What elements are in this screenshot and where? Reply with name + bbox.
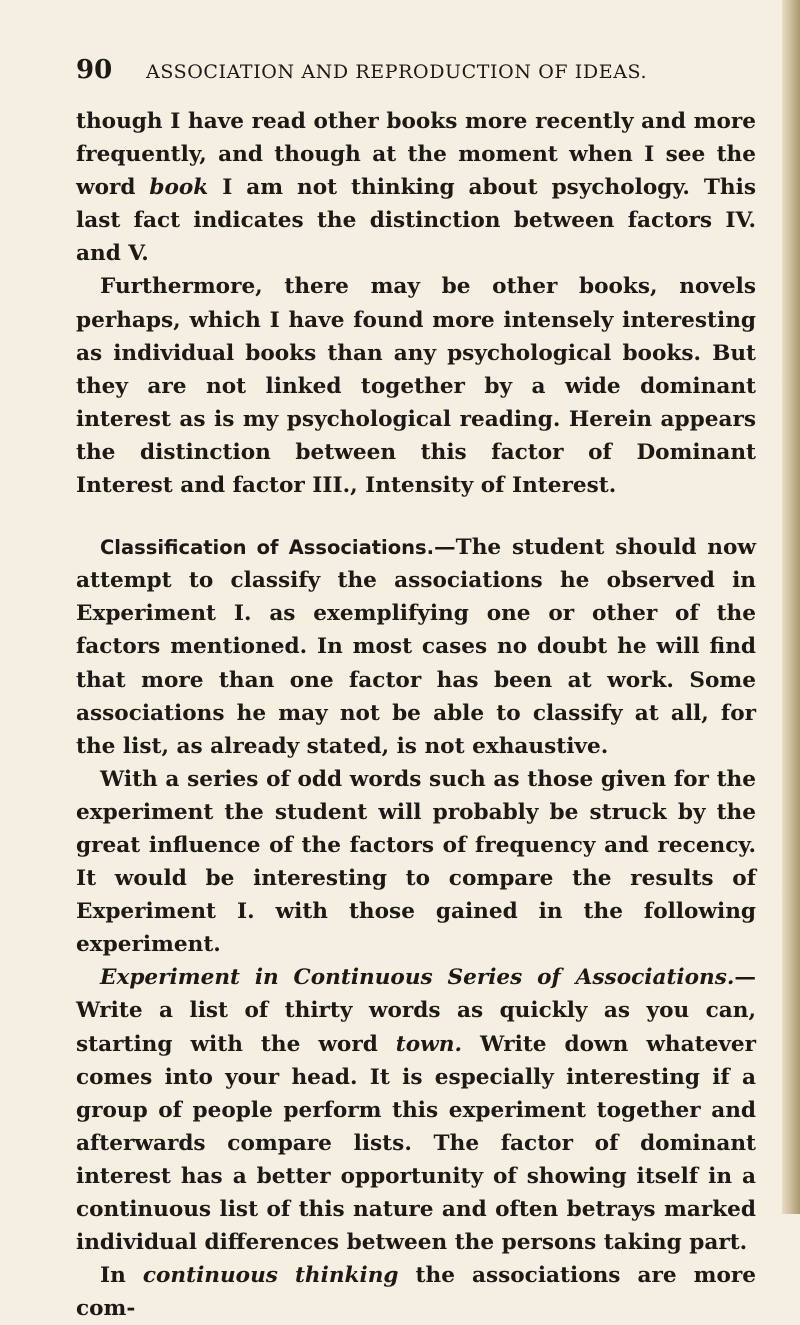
running-title: ASSOCIATION AND REPRODUCTION OF IDEAS. — [146, 61, 648, 83]
paragraph-experiment: Experiment in Continuous Series of Associations.—Write a list of thirty words as quickly as you can, starting with the word town. Write down whatever comes into your head. It is especially interesting if a group of people perform this experiment together and afterwards compare lists. The factor of dominant interest has a better opportunity of showing itself in a continuous list of this nature and often betrays marked individual differences between the persons taking part. — [76, 965, 756, 1256]
italic-term: book — [149, 175, 209, 201]
italic-term: town. — [395, 1031, 462, 1057]
section-heading: Classification of Associations. — [100, 536, 435, 560]
paragraph-2: Furthermore, there may be other books, novels perhaps, which I have found more intensely interesting as individual books than any psychological books. But they are not linked together by a wide dominant interest as is my psychological reading. Herein appears the distinction between this factor of Dominant Interest and factor III., Intensity of Interest. — [76, 274, 756, 499]
page-edge — [782, 0, 800, 1214]
paragraph-4: With a series of odd words such as those given for the experiment the student will probably be struck by the great influence of the factors of frequency and recency. It would be interesting to compare the results of Experiment I. with those gained in the following experiment. — [76, 766, 756, 958]
page-number: 90 — [76, 55, 113, 85]
paragraph-classification: Classification of Associations.—The student should now attempt to classify the associations he observed in Experiment I. as exemplifying one or other of the factors mentioned. In most cases no doubt he will find that more than one factor has been at work. Some associations he may not be able to classify at all, for the list, as already stated, is not exhaustive. — [76, 535, 756, 759]
paragraph-1: though I have read other books more recently and more frequently, and though at the moment when I see the word book I am not thinking about psychology. This last fact indicates the distinction between factors IV. and V. — [76, 109, 756, 267]
paragraph-6: In continuous thinking the associations are more com- — [76, 1263, 756, 1322]
experiment-heading: Experiment in Continuous Series of Associations. — [100, 965, 735, 991]
body-text — [76, 105, 756, 1325]
book-page — [76, 52, 756, 1325]
running-header — [76, 52, 756, 88]
italic-term: continuous thinking — [142, 1263, 399, 1289]
